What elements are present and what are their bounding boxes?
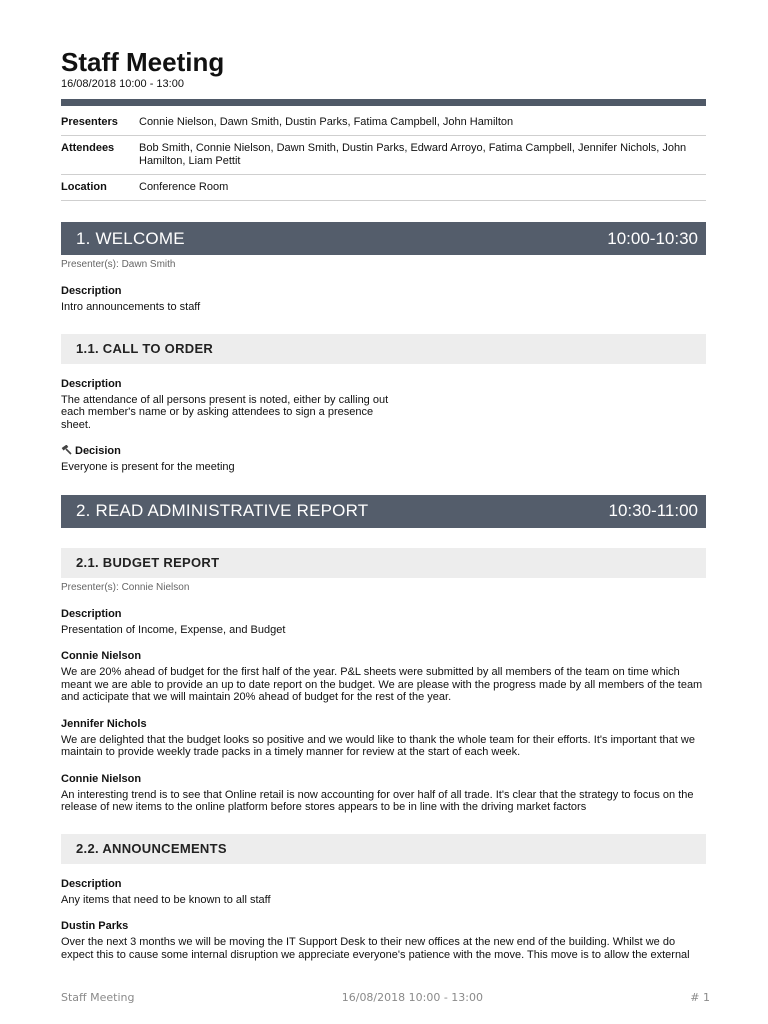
comment-text: An interesting trend is to see that Online retail is now accounting for over half of all trade. It's clear that the strategy to focus on the release of new items to the online platform before stores appears to be in line with the driving market factors [61, 788, 694, 813]
subsection-title: 2.1. BUDGET REPORT [76, 555, 220, 570]
page-number: # 1 [690, 991, 710, 1004]
attendees-row [61, 136, 706, 175]
decision-label: Decision [75, 445, 121, 457]
description-text: Presentation of Income, Expense, and Budget [61, 623, 286, 636]
comment-author: Connie Nielson [61, 772, 142, 785]
gavel-icon [61, 445, 73, 455]
comment-author: Connie Nielson [61, 650, 142, 662]
comment-text: We are delighted that the budget looks so positive and we would like to thank the whole team for their efforts. It's important that we maintain to provide weekly trade packs in a timely manner for review at the start of each week. [61, 733, 695, 758]
section-header-welcome [61, 222, 706, 255]
page-footer [61, 991, 710, 1004]
description-text: Any items that need to be known to all staff [61, 893, 271, 906]
decision-label-row [61, 445, 706, 458]
comment-author: Jennifer Nichols [61, 717, 147, 730]
document-date: 16/08/2018 10:00 - 13:00 [61, 78, 184, 90]
location-label: Location [61, 175, 139, 201]
description-text: The attendance of all persons present is noted, either by calling out each member's name or by asking attendees to sign a presence sheet. [61, 393, 389, 431]
subsection-header-announcements [61, 834, 706, 864]
subsection-header-call-to-order [61, 334, 706, 364]
section-title: 1. WELCOME [76, 228, 185, 248]
document-title: Staff Meeting [61, 47, 225, 77]
description-label: Description [61, 285, 122, 297]
section-header-administrative-report [61, 495, 706, 528]
location-row [61, 175, 706, 201]
description-text: Intro announcements to staff [61, 301, 201, 313]
title-divider [61, 99, 706, 106]
comment-text: We are 20% ahead of budget for the first half of the year. P&L sheets were submitted by all members of the team on time which meant we are able to provide an up to date report on the budget. We are please with the progress made by all members of the team and acticipate that we will maintain 20% ahead of budget for the rest of the year. [61, 666, 703, 703]
footer-date: 16/08/2018 10:00 - 13:00 [341, 991, 483, 1004]
section-time: 10:00-10:30 [607, 228, 698, 248]
attendees-label: Attendees [61, 136, 139, 175]
comment-text: Over the next 3 months we will be moving the IT Support Desk to their new offices at the new end of the building. Whilst we do expect this to cause some internal disruption we appreciate everyone's patience with the move. This move is to allow the external [61, 936, 690, 961]
presenters-row [61, 110, 706, 136]
attendees-value: Bob Smith, Connie Nielson, Dawn Smith, Dustin Parks, Edward Arroyo, Fatima Campbell, Jennifer Nichols, John Hamilton, Liam Pettit [139, 136, 706, 175]
section-presenter: Presenter(s): Connie Nielson [61, 581, 190, 593]
description-label: Description [61, 877, 122, 890]
presenters-value: Connie Nielson, Dawn Smith, Dustin Parks, Fatima Campbell, John Hamilton [139, 110, 706, 136]
section-presenter: Presenter(s): Dawn Smith [61, 259, 176, 270]
section-time: 10:30-11:00 [608, 501, 698, 520]
presenters-label: Presenters [61, 110, 139, 136]
subsection-title: 1.1. CALL TO ORDER [76, 341, 214, 356]
footer-title: Staff Meeting [61, 991, 135, 1004]
decision-text: Everyone is present for the meeting [61, 461, 235, 473]
document-content [61, 47, 706, 967]
description-label: Description [61, 377, 122, 390]
description-label: Description [61, 607, 122, 620]
meeting-info-table [61, 110, 706, 201]
comment-author: Dustin Parks [61, 920, 129, 932]
section-title: 2. READ ADMINISTRATIVE REPORT [76, 501, 369, 520]
subsection-header-budget-report [61, 548, 706, 578]
location-value: Conference Room [139, 175, 706, 201]
subsection-title: 2.2. ANNOUNCEMENTS [76, 841, 227, 856]
